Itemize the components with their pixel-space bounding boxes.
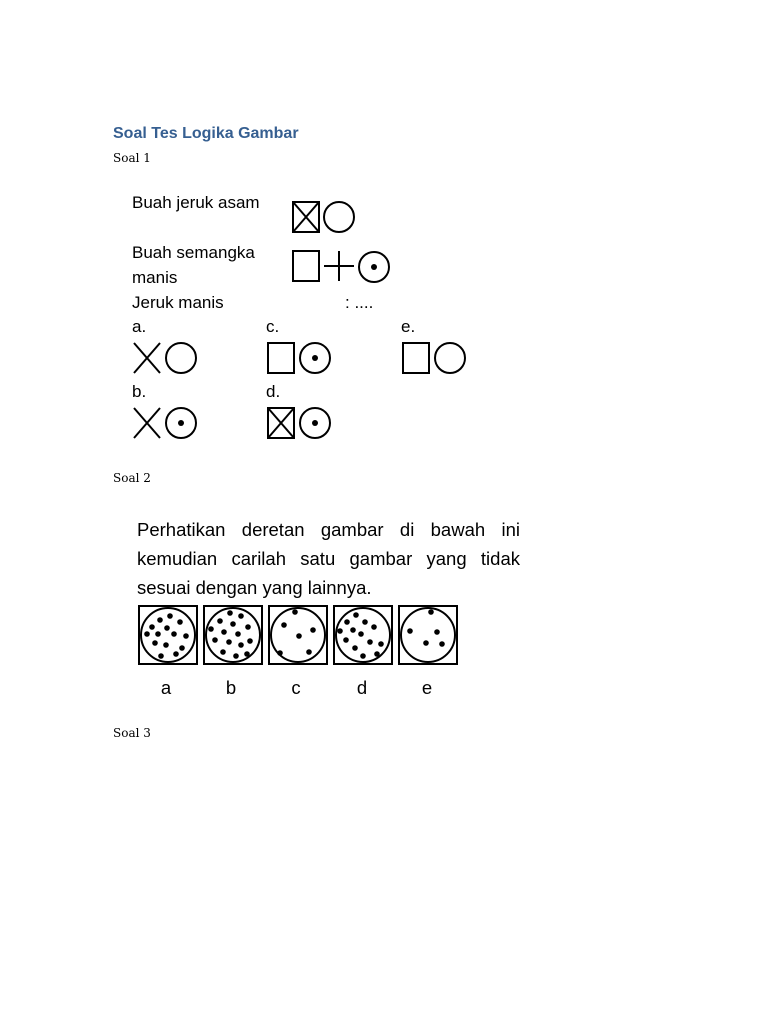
soal-1-label: Soal 1	[113, 151, 151, 165]
square-icon	[403, 343, 429, 373]
page-title: Soal Tes Logika Gambar	[113, 125, 299, 142]
soal-2-dot-figures	[136, 603, 462, 669]
crossed-square-icon	[293, 202, 319, 232]
dot-figure-label-e: e	[421, 677, 433, 698]
soal-3-label: Soal 3	[113, 726, 151, 740]
soal-1-row2-symbols	[290, 248, 394, 286]
option-c-symbols	[266, 340, 334, 376]
dot-circle-icon	[166, 408, 196, 438]
circle-icon	[435, 343, 465, 373]
option-b-letter: b.	[132, 382, 147, 401]
dot-figure-b	[204, 606, 262, 664]
instruction-line: Perhatikan deretan gambar di bawah ini	[137, 519, 520, 540]
square-icon	[293, 251, 319, 281]
soal-1-row2-text-line1: Buah semangka	[132, 243, 255, 262]
option-b-symbols	[132, 405, 200, 441]
soal-2-label: Soal 2	[113, 471, 151, 485]
x-icon	[134, 343, 160, 373]
dot-figure-label-a: a	[160, 677, 172, 698]
option-d-letter: d.	[266, 382, 281, 401]
plus-icon	[324, 251, 354, 281]
option-a-letter: a.	[132, 317, 147, 336]
soal-1-row1-text: Buah jeruk asam	[132, 193, 260, 212]
square-icon	[268, 343, 294, 373]
circle-icon	[166, 343, 196, 373]
dot-figure-label-b: b	[225, 677, 237, 698]
option-e-letter: e.	[401, 317, 416, 336]
x-icon	[134, 408, 160, 438]
soal-1-row3-text: Jeruk manis	[132, 293, 224, 312]
option-c-letter: c.	[266, 317, 280, 336]
soal-2-instruction	[137, 515, 520, 602]
dot-circle-icon	[359, 252, 389, 282]
dot-figure-label-d: d	[356, 677, 368, 698]
dot-circle-icon	[300, 343, 330, 373]
crossed-square-icon	[268, 408, 294, 438]
dot-circle-icon	[300, 408, 330, 438]
soal-1-row1-symbols	[290, 199, 360, 235]
option-e-symbols	[401, 340, 469, 376]
option-a-symbols	[132, 340, 200, 376]
instruction-line: kemudian carilah satu gambar yang tidak	[137, 548, 520, 569]
dot-figure-e	[399, 606, 457, 664]
soal-1-row3-answer: : ....	[345, 293, 374, 312]
option-d-symbols	[266, 405, 334, 441]
instruction-line: sesuai dengan yang lainnya.	[137, 577, 372, 598]
soal-1-row2-text-line2: manis	[132, 268, 178, 287]
circle-icon	[324, 202, 354, 232]
dot-figure-label-c: c	[291, 677, 301, 698]
